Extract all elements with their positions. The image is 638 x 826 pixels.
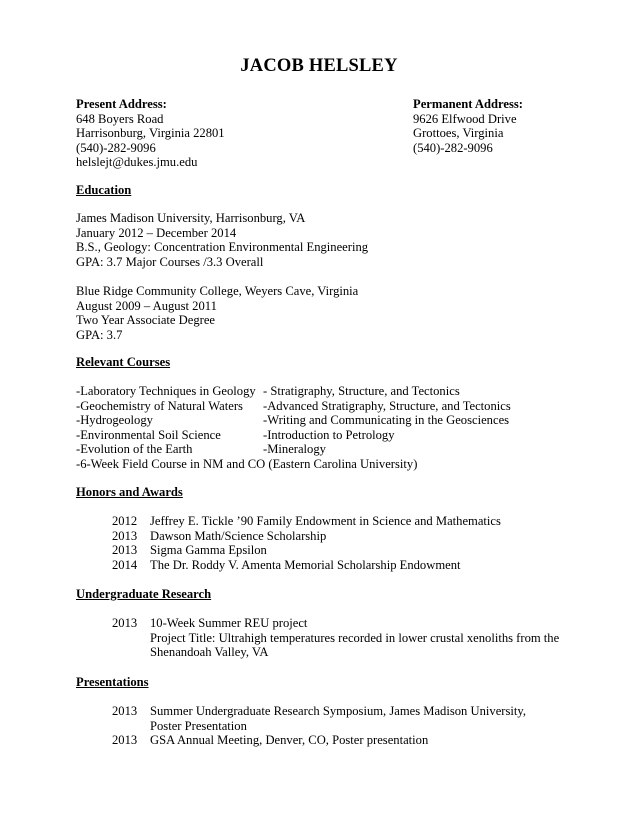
honor-year: 2012 — [112, 514, 138, 528]
resume-name: JACOB HELSLEY — [240, 56, 398, 76]
school-name: Blue Ridge Community College, Weyers Cave, Virginia — [76, 284, 359, 298]
education-school-jmu — [76, 211, 368, 269]
education-heading: Education — [76, 183, 132, 197]
research-line: 10-Week Summer REU project — [150, 616, 308, 630]
permanent-address-city: Grottoes, Virginia — [413, 126, 504, 140]
present-address-block — [76, 97, 225, 170]
course-item-field: -6-Week Field Course in NM and CO (Eastern Carolina University) — [76, 457, 418, 471]
course-item: -Geochemistry of Natural Waters — [76, 398, 243, 413]
school-dates: January 2012 – December 2014 — [76, 225, 237, 240]
honors-list — [150, 514, 501, 572]
honor-year: 2014 — [112, 557, 138, 572]
honors-years — [112, 514, 137, 572]
present-address-email: helslejt@dukes.jmu.edu — [76, 155, 198, 169]
course-item: -Hydrogeology — [76, 413, 153, 427]
research-line: Shenandoah Valley, VA — [150, 645, 269, 659]
school-gpa: GPA: 3.7 Major Courses /3.3 Overall — [76, 254, 264, 269]
school-degree: B.S., Geology: Concentration Environmental Engineering — [76, 240, 369, 254]
presentation-entry — [150, 704, 526, 733]
presentation-line: GSA Annual Meeting, Denver, CO, Poster presentation — [150, 733, 429, 747]
presentation-year: 2013 — [112, 733, 138, 747]
permanent-address-block — [413, 97, 523, 155]
education-school-brcc — [76, 284, 358, 342]
courses-heading: Relevant Courses — [76, 355, 171, 369]
research-line: Project Title: Ultrahigh temperatures recorded in lower crustal xenoliths from the — [150, 630, 560, 645]
present-address-city: Harrisonburg, Virginia 22801 — [76, 126, 225, 140]
present-address-street: 648 Boyers Road — [76, 111, 164, 126]
presentation-entry — [150, 733, 428, 748]
school-name: James Madison University, Harrisonburg, VA — [76, 211, 306, 225]
presentation-line: Poster Presentation — [150, 718, 247, 733]
permanent-address-street: 9626 Elfwood Drive — [413, 111, 517, 126]
research-year: 2013 — [112, 616, 138, 630]
permanent-address-phone: (540)-282-9096 — [413, 140, 493, 155]
permanent-address-label: Permanent Address: — [413, 97, 523, 111]
honor-item: Dawson Math/Science Scholarship — [150, 528, 327, 543]
presentation-year: 2013 — [112, 704, 138, 718]
course-item: -Mineralogy — [263, 442, 326, 456]
presentation-line: Summer Undergraduate Research Symposium, James Madison University, — [150, 704, 526, 718]
course-item: -Writing and Communicating in the Geosciences — [263, 413, 510, 427]
school-gpa: GPA: 3.7 — [76, 327, 123, 342]
course-item: -Advanced Stratigraphy, Structure, and Tectonics — [263, 398, 511, 413]
course-item: -Environmental Soil Science — [76, 427, 221, 442]
honors-heading: Honors and Awards — [76, 485, 183, 499]
research-entry — [150, 616, 559, 660]
present-address-label: Present Address: — [76, 97, 167, 111]
research-heading: Undergraduate Research — [76, 587, 212, 601]
courses-left-column — [76, 384, 256, 457]
presentations-heading: Presentations — [76, 675, 149, 689]
school-degree: Two Year Associate Degree — [76, 313, 216, 327]
honor-item: Sigma Gamma Epsilon — [150, 543, 267, 557]
course-item: -Introduction to Petrology — [263, 427, 395, 442]
honor-item: The Dr. Roddy V. Amenta Memorial Scholarship Endowment — [150, 557, 461, 572]
honor-year: 2013 — [112, 543, 138, 557]
present-address-phone: (540)-282-9096 — [76, 140, 156, 155]
honor-year: 2013 — [112, 528, 138, 543]
honor-item: Jeffrey E. Tickle ’90 Family Endowment in Science and Mathematics — [150, 514, 501, 528]
course-item: -Laboratory Techniques in Geology — [76, 384, 256, 398]
course-item: - Stratigraphy, Structure, and Tectonics — [263, 384, 460, 398]
school-dates: August 2009 – August 2011 — [76, 298, 217, 313]
course-item: -Evolution of the Earth — [76, 442, 193, 456]
courses-right-column — [263, 384, 511, 457]
